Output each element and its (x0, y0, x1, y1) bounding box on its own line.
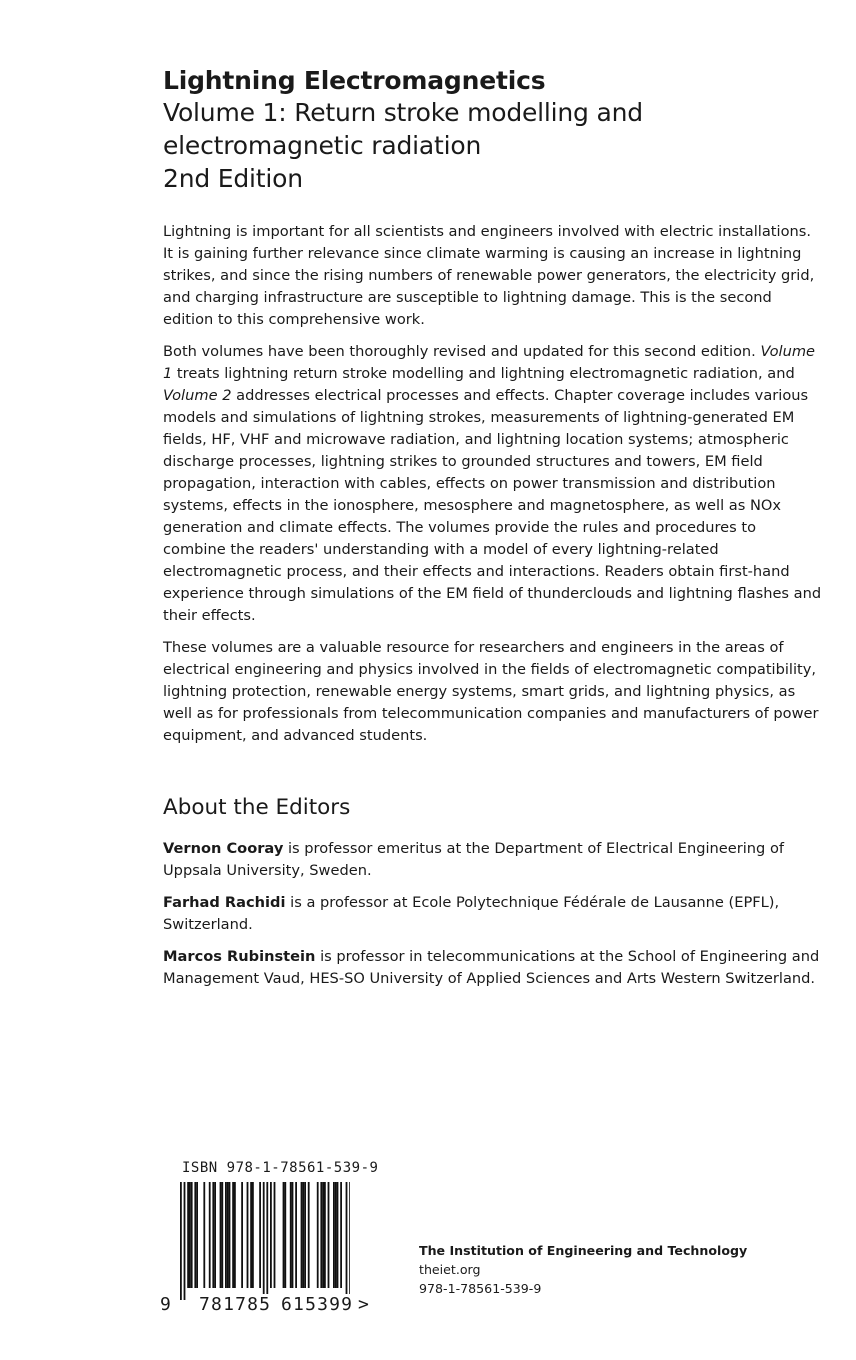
barcode-bar (308, 1182, 310, 1288)
editor-bio: is professor emeritus at the Department of Electrical Engineering of Uppsala University, Sweden. (163, 840, 785, 879)
book-subtitle-line-1: Volume 1: Return stroke modelling and (163, 98, 643, 127)
barcode-bar (302, 1182, 304, 1288)
book-subtitle-line-2: electromagnetic radiation (163, 131, 482, 160)
editor-name: Marcos Rubinstein (163, 948, 316, 965)
editor-bio: is a professor at Ecole Polytechnique Fédérale de Lausanne (EPFL), Switzerland. (163, 894, 780, 933)
barcode-bar (229, 1182, 231, 1288)
barcode-bar (317, 1182, 319, 1288)
para2-text-a: Both volumes have been thoroughly revised and updated for this second edition. (163, 343, 761, 360)
isbn-barcode (160, 1160, 390, 1315)
barcode-bar (212, 1182, 214, 1288)
para2-text-c: addresses electrical processes and effects. Chapter coverage includes various models and simulations of lightning strokes, measurements of lightning-generated EM fields, HF, VHF and microwave radiation, and lightning location systems; atmospheric discharge processes, lightning strikes to grounded structures and towers, EM field propagation, interaction with cables, effects on power transmission and distribution systems, effects in the ionosphere, mesosphere and magnetosphere, as well as NOx generation and climate effects. The volumes provide the rules and procedures to combine the readers' understanding with a model of every lightning-related electromagnetic process, and their effects and interactions. Readers obtain first-hand experience through simulations of the EM field of thunderclouds and lightning flashes and their effects. (163, 387, 822, 624)
editor-entry (163, 892, 823, 936)
barcode-bar (250, 1182, 252, 1288)
barcode-bar (247, 1182, 249, 1288)
barcode-bar (209, 1182, 211, 1288)
barcode-bar (301, 1182, 303, 1288)
barcode-digits-left: 781785 (199, 1294, 272, 1315)
barcode-bar (187, 1182, 189, 1288)
barcode-bar (194, 1182, 196, 1288)
barcode-bar (227, 1182, 229, 1288)
description-paragraph-3: These volumes are a valuable resource for researchers and engineers in the areas of electrical engineering and physics involved in the fields of electromagnetic compatibility, lightning protection, renewable energy systems, smart grids, and lightning physics, as well as for professionals from telecommunication companies and manufacturers of power equipment, and advanced students. (163, 639, 819, 744)
para2-volume-2: Volume 2 (163, 387, 232, 404)
barcode-arrow: > (358, 1294, 369, 1315)
editors-heading: About the Editors (163, 795, 351, 820)
editor-bio: is professor in telecommunications at the School of Engineering and Management Vaud, HES-SO University of Applied Sciences and Arts Western Switzerland. (163, 948, 820, 987)
back-cover (163, 66, 823, 1000)
barcode-bar (241, 1182, 243, 1288)
barcode-bar (290, 1182, 292, 1288)
editor-name: Vernon Cooray (163, 840, 284, 857)
barcode-digits-right: 615399 (281, 1294, 354, 1315)
barcode-bar (274, 1182, 276, 1288)
description-paragraph-2 (163, 341, 823, 627)
barcode-bar (252, 1182, 254, 1288)
barcode-bar (295, 1182, 297, 1288)
barcode-bar (292, 1182, 294, 1288)
barcode (160, 1182, 390, 1315)
barcode-bar (320, 1182, 322, 1288)
publisher-block (419, 1241, 747, 1298)
book-title: Lightning Electromagnetics (163, 66, 546, 95)
barcode-bar (337, 1182, 339, 1288)
barcode-bar (214, 1182, 216, 1288)
barcode-digit-first: 9 (160, 1294, 171, 1315)
barcode-bar (196, 1182, 198, 1288)
barcode-bar (304, 1182, 306, 1288)
barcode-bar (322, 1182, 324, 1288)
editor-entry (163, 838, 823, 882)
barcode-bar (191, 1182, 193, 1288)
barcode-bar (259, 1182, 261, 1288)
para2-volume-1: Volume 1 (163, 343, 816, 382)
barcode-bar (335, 1182, 337, 1288)
barcode-bar (221, 1182, 223, 1288)
barcode-bar (340, 1182, 342, 1288)
publisher-isbn: 978-1-78561-539-9 (419, 1281, 542, 1296)
barcode-bar (346, 1182, 348, 1300)
barcode-bar (184, 1182, 186, 1300)
barcode-bar (324, 1182, 326, 1288)
barcode-bar (225, 1182, 227, 1288)
book-edition: 2nd Edition (163, 164, 303, 193)
isbn-label: ISBN 978-1-78561-539-9 (182, 1160, 379, 1176)
barcode-bar (349, 1182, 350, 1300)
barcode-bar (232, 1182, 234, 1288)
barcode-bar (328, 1182, 330, 1288)
barcode-bar (283, 1182, 285, 1288)
publisher-name: The Institution of Engineering and Technology (419, 1243, 748, 1258)
editor-entry (163, 946, 823, 990)
barcode-bar (203, 1182, 205, 1288)
barcode-bar (180, 1182, 182, 1300)
barcode-bar (266, 1182, 268, 1300)
barcode-bar (189, 1182, 191, 1288)
barcode-bars (180, 1182, 350, 1300)
barcode-bar (263, 1182, 265, 1300)
barcode-bar (220, 1182, 222, 1288)
barcode-bar (333, 1182, 335, 1288)
para2-text-b: treats lightning return stroke modelling and lightning electromagnetic radiation, and (172, 365, 795, 382)
publisher-url: theiet.org (419, 1262, 481, 1277)
barcode-bar (270, 1182, 272, 1288)
description-paragraph-1: Lightning is important for all scientists and engineers involved with electric installations. It is gaining further relevance since climate warming is causing an increase in lightning strikes, and since the rising numbers of renewable power generators, the electricity grid, and charging infrastructure are susceptible to lightning damage. This is the second edition to this comprehensive work. (163, 223, 815, 328)
description (163, 221, 823, 747)
editor-name: Farhad Rachidi (163, 894, 286, 911)
barcode-bar (234, 1182, 236, 1288)
barcode-bar (284, 1182, 286, 1288)
